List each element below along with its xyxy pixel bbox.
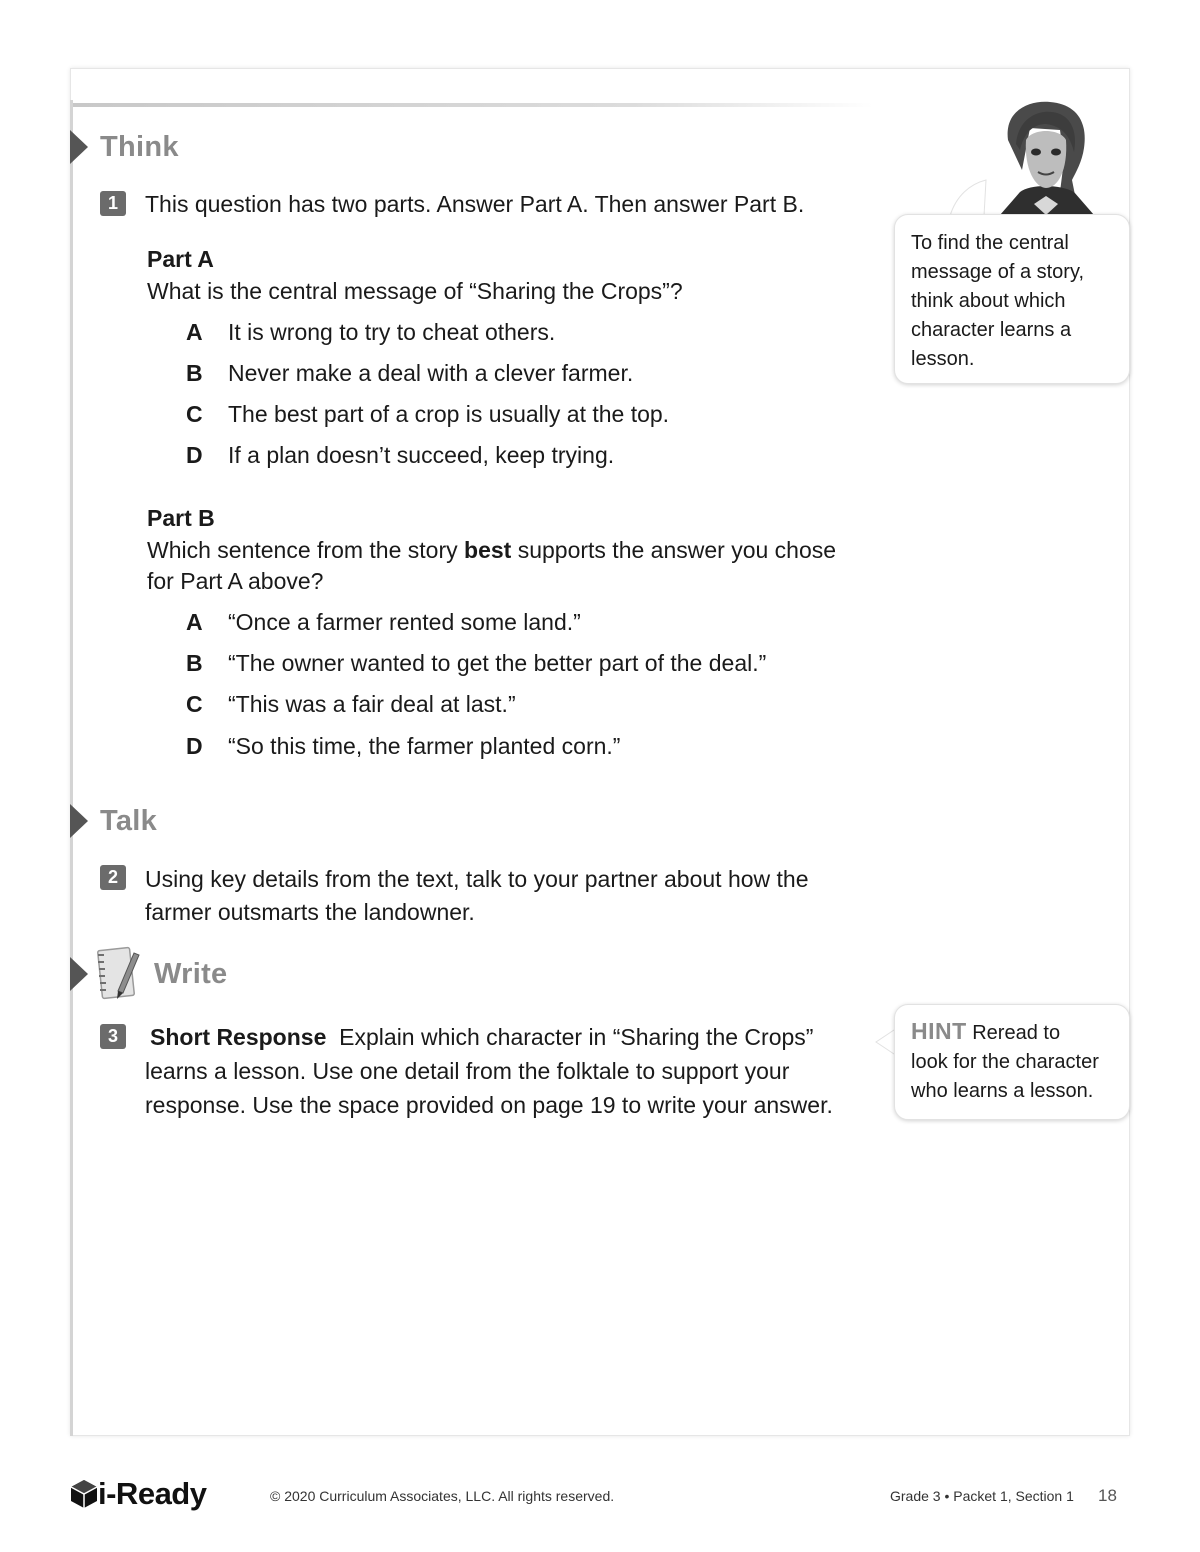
tip-bubble — [894, 214, 1130, 384]
tip-line: message of a story, — [911, 261, 1085, 283]
tip-bubble-tail — [948, 178, 992, 218]
question-2-line2: farmer outsmarts the landowner. — [145, 899, 475, 925]
part-a-choice-d[interactable] — [186, 439, 614, 472]
hint-line-2: look for the character — [911, 1051, 1099, 1073]
part-b-question — [147, 534, 836, 567]
part-a-question: What is the central message of “Sharing the Crops”? — [147, 278, 683, 304]
question-3-line3: response. Use the space provided on page 19 to write your answer. — [145, 1092, 833, 1118]
copyright: © 2020 Curriculum Associates, LLC. All rights reserved. — [270, 1488, 615, 1504]
hint-line-3: who learns a lesson. — [911, 1080, 1094, 1102]
question-2-badge: 2 — [100, 865, 126, 890]
page-number: 18 — [1098, 1486, 1117, 1505]
part-b-label: Part B — [147, 505, 215, 531]
question-1-badge: 1 — [100, 191, 126, 216]
question-2-line1: Using key details from the text, talk to your partner about how the — [145, 866, 809, 892]
part-b-question-emphasis: best — [464, 537, 512, 563]
part-b-choice-c[interactable] — [186, 688, 516, 721]
choice-text: “So this time, the farmer planted corn.” — [228, 733, 621, 759]
tip-line: character learns a — [911, 319, 1072, 341]
think-section-heading — [70, 127, 179, 167]
notebook-pencil-icon — [96, 945, 142, 1003]
choice-text: “This was a fair deal at last.” — [228, 691, 516, 717]
triangle-marker-icon — [70, 957, 88, 991]
choice-letter: C — [186, 401, 203, 427]
choice-letter: B — [186, 650, 203, 676]
question-3-line1-text: Explain which character in “Sharing the Crops” — [339, 1024, 814, 1050]
talk-title: Talk — [100, 804, 158, 837]
part-a-choice-c[interactable] — [186, 398, 669, 431]
i-ready-cube-icon — [70, 1479, 98, 1509]
triangle-marker-icon — [70, 804, 88, 838]
part-a-choice-b[interactable] — [186, 357, 633, 390]
choice-text: It is wrong to try to cheat others. — [228, 319, 556, 345]
part-b-choice-a[interactable] — [186, 606, 581, 639]
i-ready-logo — [70, 1476, 206, 1512]
choice-letter: D — [186, 442, 203, 468]
part-b-question-post: supports the answer you chose — [511, 537, 837, 563]
write-title: Write — [154, 957, 228, 990]
write-section-heading — [70, 944, 227, 1004]
choice-letter: A — [186, 319, 203, 345]
part-a-choice-a[interactable] — [186, 316, 555, 349]
part-a-label: Part A — [147, 246, 214, 272]
choice-letter: A — [186, 609, 203, 635]
short-response-label: Short Response — [150, 1024, 327, 1050]
tip-line: To find the central — [911, 232, 1069, 254]
choice-text: The best part of a crop is usually at the top. — [228, 401, 670, 427]
tip-line: lesson. — [911, 348, 975, 370]
question-1-prompt: This question has two parts. Answer Part A. Then answer Part B. — [145, 191, 805, 217]
part-b-question-line2: for Part A above? — [147, 568, 324, 594]
hint-bubble — [894, 1004, 1130, 1120]
part-b-question-pre: Which sentence from the story — [147, 537, 465, 563]
choice-text: “The owner wanted to get the better part of the deal.” — [228, 650, 767, 676]
frame-left-bar — [70, 100, 73, 1436]
grade-label: Grade 3 • Packet 1, Section 1 — [890, 1488, 1074, 1504]
student-avatar-icon — [990, 100, 1100, 215]
talk-section-heading — [70, 801, 157, 841]
triangle-marker-icon — [70, 130, 88, 164]
tip-line: think about which — [911, 290, 1066, 312]
choice-text: “Once a farmer rented some land.” — [228, 609, 581, 635]
part-b-choice-d[interactable] — [186, 730, 620, 763]
question-3-badge: 3 — [100, 1024, 126, 1049]
hint-line-1-text: Reread to — [972, 1022, 1061, 1044]
choice-letter: D — [186, 733, 203, 759]
choice-letter: B — [186, 360, 203, 386]
hint-line-1 — [911, 1017, 1113, 1048]
part-b-choice-b[interactable] — [186, 647, 766, 680]
question-3-line2: learns a lesson. Use one detail from the folktale to support your — [145, 1058, 790, 1084]
choice-text: Never make a deal with a clever farmer. — [228, 360, 634, 386]
question-3-line1 — [150, 1021, 813, 1054]
choice-letter: C — [186, 691, 203, 717]
choice-text: If a plan doesn’t succeed, keep trying. — [228, 442, 615, 468]
hint-label: HINT — [911, 1018, 967, 1044]
logo-text: i-Ready — [98, 1476, 207, 1511]
think-title: Think — [100, 130, 179, 163]
top-rule — [73, 103, 873, 107]
